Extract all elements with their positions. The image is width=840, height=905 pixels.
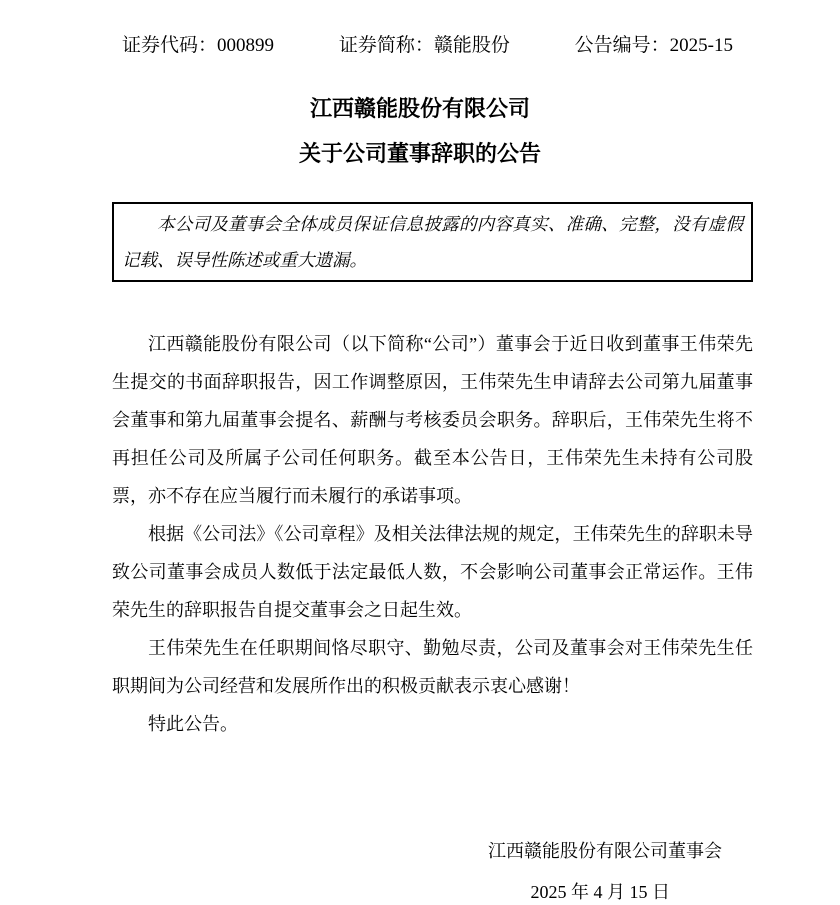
announcement-number: 公告编号：2025-15 xyxy=(574,35,733,56)
announcement-title: 关于公司董事辞职的公告 xyxy=(298,141,541,166)
closing-statement: 特此公告。 xyxy=(148,714,238,734)
stock-name: 证券简称：赣能股份 xyxy=(338,35,510,56)
signature: 江西赣能股份有限公司董事会 xyxy=(488,841,722,861)
disclaimer-box xyxy=(112,202,753,282)
document-header xyxy=(122,33,733,59)
body-paragraph-3: 王伟荣先生在任职期间恪尽职守、勤勉尽责，公司及董事会对王伟荣先生任职期间为公司经营和发展所作出的积极贡献表示衷心感谢！ xyxy=(112,638,753,696)
stock-code: 证券代码：000899 xyxy=(122,35,275,56)
disclaimer-text: 本公司及董事会全体成员保证信息披露的内容真实、准确、完整，没有虚假记载、误导性陈述或重大遗漏。 xyxy=(122,214,743,270)
company-title: 江西赣能股份有限公司 xyxy=(309,96,530,121)
body-paragraph-1: 江西赣能股份有限公司（以下简称“公司”）董事会于近日收到董事王伟荣先生提交的书面辞职报告，因工作调整原因，王伟荣先生申请辞去公司第九届董事会董事和第九届董事会提名、薪酬与考核委员会职务。辞职后，王伟荣先生将不再担任公司及所属子公司任何职务。截至本公告日，王伟荣先生未持有公司股票，亦不存在应当履行而未履行的承诺事项。 xyxy=(112,334,753,506)
body-paragraph-2: 根据《公司法》《公司章程》及相关法律法规的规定，王伟荣先生的辞职未导致公司董事会成员人数低于法定最低人数，不会影响公司董事会正常运作。王伟荣先生的辞职报告自提交董事会之日起生效。 xyxy=(112,524,753,620)
announcement-date: 2025 年 4 月 15 日 xyxy=(530,882,670,902)
document-body xyxy=(112,325,753,743)
